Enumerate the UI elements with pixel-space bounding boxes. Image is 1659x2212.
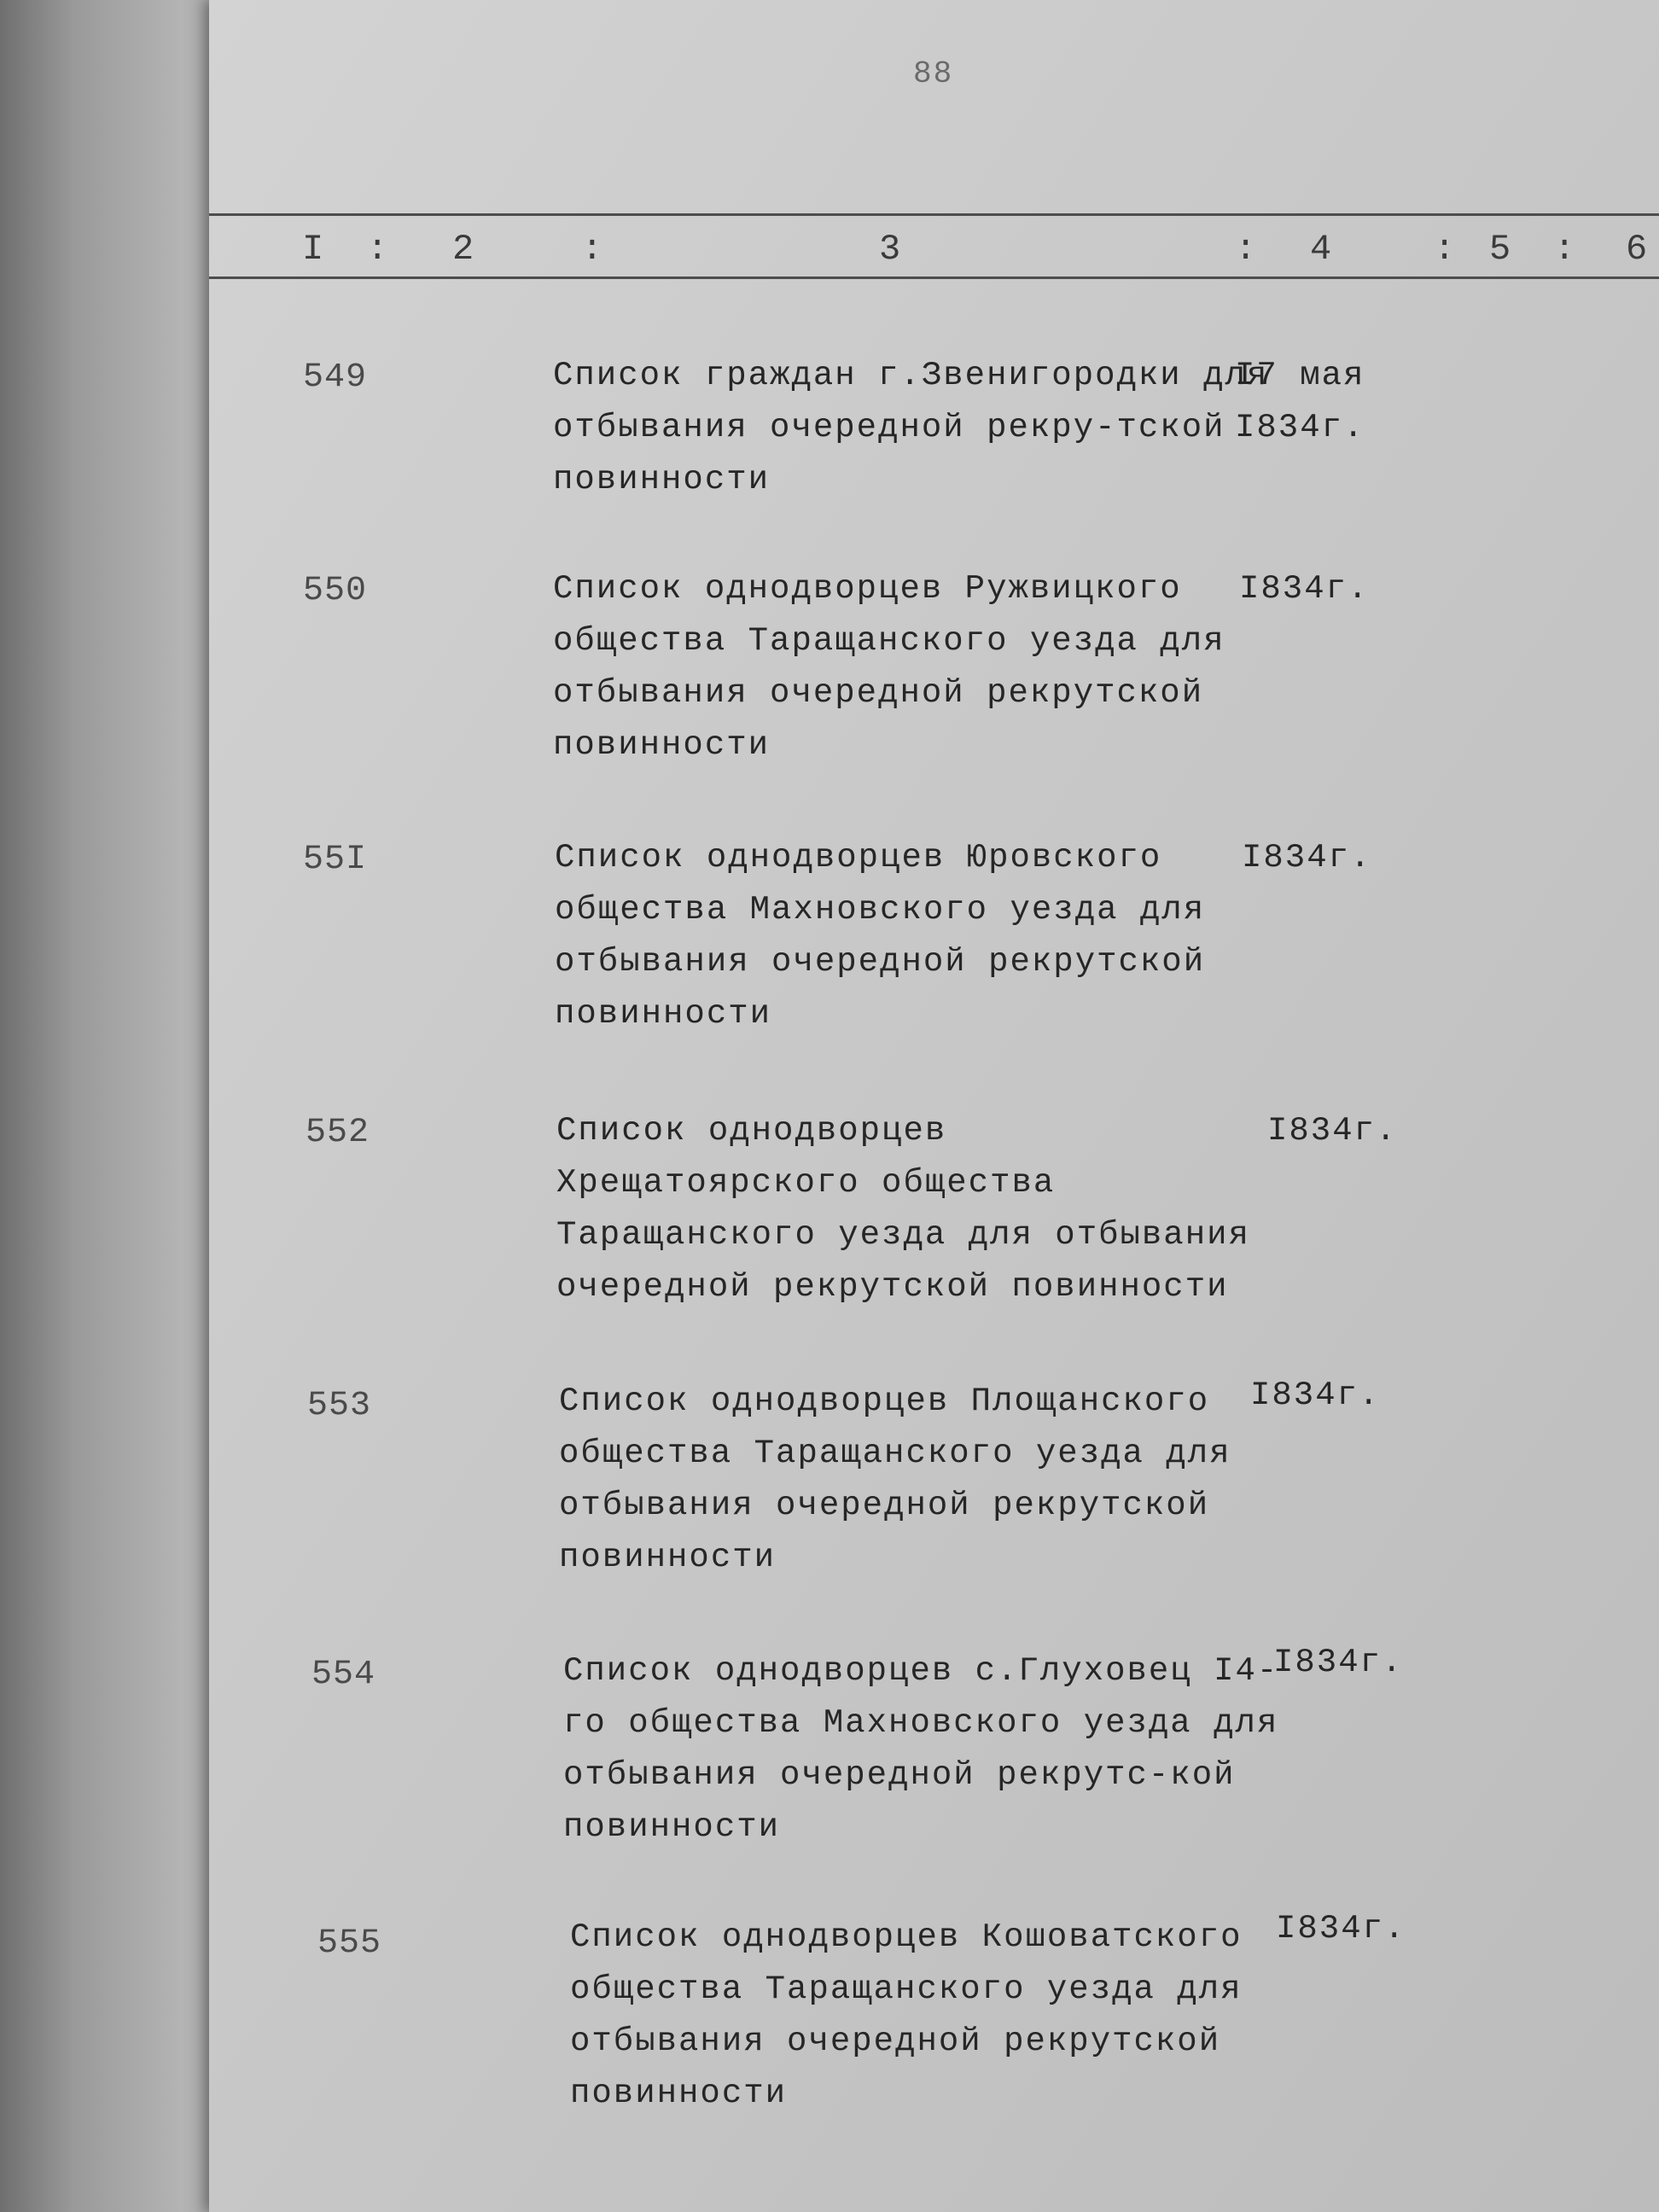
column-header-4-sep: :: [1434, 229, 1456, 270]
row-549-date: I7 мая I834г.: [1235, 357, 1365, 446]
row-550-date: I834г.: [1239, 570, 1370, 608]
row-555-date: I834г.: [1276, 1910, 1406, 1947]
row-552-date: I834г.: [1267, 1112, 1398, 1150]
row-552-number: 552: [306, 1114, 370, 1152]
column-header-6: 6: [1626, 229, 1648, 270]
page-left-margin: [0, 0, 213, 2212]
row-549-number: 549: [303, 358, 368, 397]
row-553-number: 553: [307, 1387, 372, 1425]
row-552-description: Список однодворцев Хрещатоярского общества Таращанского уезда для отбывания очередной рекрутской повинности: [556, 1112, 1250, 1306]
row-551-description: Список однодворцев Юровского общества Махновского уезда для отбывания очередной рекрутской повинности: [555, 839, 1206, 1033]
column-header-2: 2 :: [452, 229, 603, 270]
row-553-date: I834г.: [1250, 1377, 1381, 1414]
column-header-3: 3: [879, 229, 901, 270]
column-header-5: 5 :: [1489, 229, 1575, 270]
row-554-date: I834г.: [1273, 1644, 1404, 1681]
column-header-1: I :: [302, 229, 388, 270]
row-554-number: 554: [311, 1656, 376, 1694]
header-rule-top: [209, 213, 1659, 216]
column-header-3-sep: :: [1235, 229, 1257, 270]
row-553-description: Список однодворцев Площанского общества Таращанского уезда для отбывания очередной рекрутской повинности: [559, 1382, 1231, 1576]
row-550-number: 550: [303, 572, 368, 610]
row-551-number: 55I: [303, 841, 368, 879]
page-number: 88: [913, 56, 954, 91]
row-555-description: Список однодворцев Кошоватского общества Таращанского уезда для отбывания очередной рекрутской повинности: [570, 1918, 1243, 2112]
row-550-description: Список однодворцев Ружвицкого общества Таращанского уезда для отбывания очередной рекрутской повинности: [553, 570, 1225, 764]
row-554-description: Список однодворцев с.Глуховец I4-го общества Махновского уезда для отбывания очередной рекрутс-кой повинности: [563, 1652, 1279, 1846]
row-555-number: 555: [317, 1924, 382, 1963]
column-header-4: 4: [1310, 229, 1332, 270]
header-rule-bottom: [209, 276, 1659, 279]
row-549-description: Список граждан г.Звенигородки для отбывания очередной рекру-тской повинности: [553, 357, 1269, 498]
row-551-date: I834г.: [1242, 839, 1372, 876]
